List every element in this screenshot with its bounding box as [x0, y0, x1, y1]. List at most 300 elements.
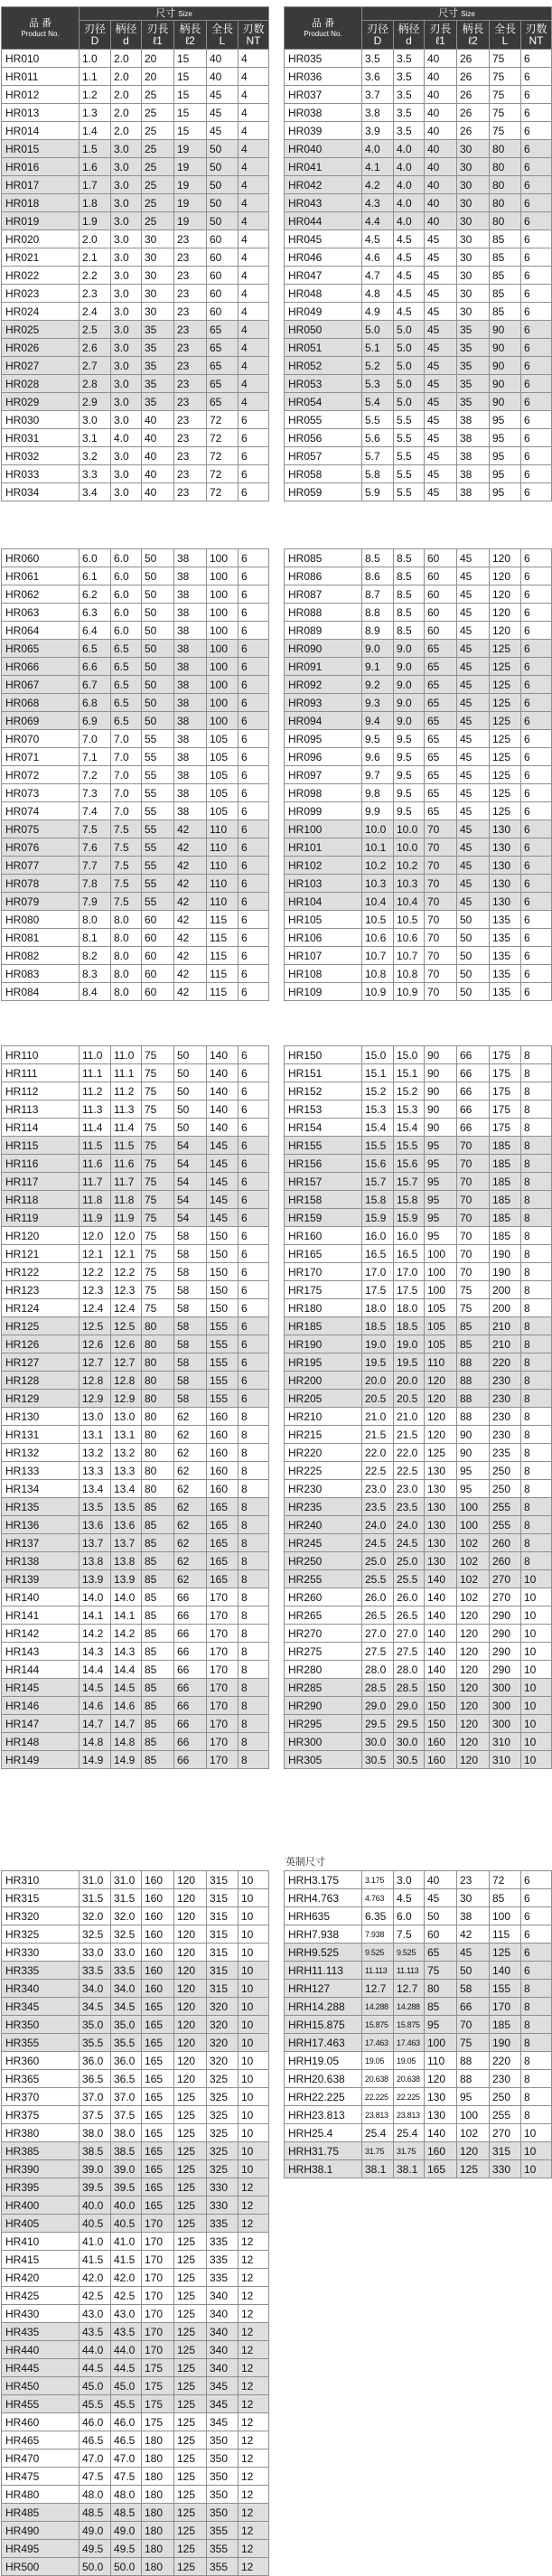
size-cell: 12.0 — [80, 1227, 111, 1245]
size-cell: 66 — [174, 1625, 207, 1643]
size-cell: 100 — [490, 1907, 521, 1925]
size-cell: 350 — [207, 2504, 239, 2522]
size-cell: 23 — [174, 357, 207, 375]
size-cell: 130 — [425, 1552, 457, 1570]
size-cell: 125 — [490, 766, 521, 784]
table-row — [285, 2070, 552, 2088]
size-cell: 38.1 — [394, 2160, 425, 2178]
size-cell: 6 — [521, 429, 552, 447]
table-row — [285, 267, 552, 285]
table-row — [285, 1317, 552, 1335]
size-cell: 55 — [142, 857, 174, 875]
table-row — [2, 1082, 269, 1101]
table-row — [2, 1281, 269, 1299]
size-cell: 10.2 — [362, 857, 394, 875]
product-no-cell: HR035 — [285, 50, 362, 68]
size-cell: 8 — [521, 1516, 552, 1534]
product-no-cell: HR190 — [285, 1335, 362, 1354]
size-cell: 38 — [174, 712, 207, 730]
size-cell: 8 — [521, 1082, 552, 1101]
product-no-cell: HR100 — [285, 820, 362, 838]
table-row — [285, 1715, 552, 1733]
size-cell: 8 — [239, 1570, 269, 1588]
size-cell: 4.5 — [394, 285, 425, 303]
size-cell: 125 — [174, 2251, 207, 2269]
size-cell: 6 — [239, 1299, 269, 1317]
size-cell: 6 — [239, 1191, 269, 1209]
table-row — [285, 1625, 552, 1643]
table-row — [2, 2323, 269, 2341]
size-cell: 9.7 — [362, 766, 394, 784]
table-row — [2, 2341, 269, 2359]
size-cell: 75 — [142, 1299, 174, 1317]
size-cell: 30 — [457, 194, 490, 212]
product-no-cell: HR079 — [2, 893, 80, 911]
size-cell: 12.8 — [80, 1372, 111, 1390]
size-cell: 38 — [174, 567, 207, 585]
size-cell: 6 — [239, 567, 269, 585]
size-cell: 23.813 — [362, 2106, 394, 2124]
size-cell: 110 — [425, 1354, 457, 1372]
size-cell: 45 — [457, 640, 490, 658]
size-cell: 8 — [521, 1317, 552, 1335]
size-cell: 45 — [425, 483, 457, 501]
size-cell: 85 — [142, 1643, 174, 1661]
product-no-cell: HR089 — [285, 622, 362, 640]
size-cell: 38 — [174, 766, 207, 784]
table-row — [2, 730, 269, 748]
size-cell: 170 — [142, 2305, 174, 2323]
table-row — [285, 1137, 552, 1155]
product-no-cell: HR255 — [285, 1570, 362, 1588]
size-cell: 125 — [174, 2468, 207, 2486]
size-cell: 72 — [207, 411, 239, 429]
size-cell: 85 — [425, 1998, 457, 2016]
size-cell: 50 — [142, 585, 174, 604]
size-cell: 18.0 — [394, 1299, 425, 1317]
col-header-3: 柄長 ℓ2 — [457, 21, 490, 50]
table-row — [285, 1516, 552, 1534]
size-cell: 70 — [457, 1191, 490, 1209]
product-no-cell: HR081 — [2, 929, 80, 947]
size-cell: 130 — [425, 1480, 457, 1498]
table-row — [285, 1082, 552, 1101]
size-cell: 35 — [457, 393, 490, 411]
size-cell: 55 — [142, 802, 174, 820]
size-cell: 35 — [457, 357, 490, 375]
size-cell: 58 — [174, 1299, 207, 1317]
size-cell: 45 — [457, 622, 490, 640]
size-cell: 30 — [457, 176, 490, 194]
size-cell: 85 — [142, 1588, 174, 1606]
table-row — [2, 1907, 269, 1925]
size-cell: 80 — [490, 140, 521, 158]
table-row — [285, 893, 552, 911]
size-cell: 8 — [521, 2088, 552, 2106]
table-row — [2, 1354, 269, 1372]
size-cell: 190 — [490, 1263, 521, 1281]
product-no-cell: HRH635 — [285, 1907, 362, 1925]
table-row — [2, 748, 269, 766]
product-no-cell: HRH14.288 — [285, 1998, 362, 2016]
product-no-cell: HR235 — [285, 1498, 362, 1516]
size-cell: 44.0 — [111, 2341, 142, 2359]
size-cell: 31.5 — [80, 1889, 111, 1907]
size-cell: 125 — [174, 2558, 207, 2576]
table-row — [2, 321, 269, 339]
size-cell: 120 — [174, 2034, 207, 2052]
product-no-cell: HR310 — [2, 1871, 80, 1889]
table-row — [285, 2088, 552, 2106]
size-cell: 8 — [521, 1354, 552, 1372]
size-cell: 25.5 — [362, 1570, 394, 1588]
table-row — [285, 357, 552, 375]
size-cell: 6 — [521, 838, 552, 857]
product-no-cell: HR055 — [285, 411, 362, 429]
size-cell: 8 — [239, 1516, 269, 1534]
size-cell: 46.5 — [80, 2431, 111, 2450]
size-cell: 45 — [457, 802, 490, 820]
size-cell: 27.0 — [394, 1625, 425, 1643]
table-row — [2, 2106, 269, 2124]
size-cell: 335 — [207, 2251, 239, 2269]
size-cell: 95 — [490, 429, 521, 447]
product-no-cell: HR050 — [285, 321, 362, 339]
product-no-cell: HR345 — [2, 1998, 80, 2016]
size-cell: 165 — [207, 1498, 239, 1516]
size-cell: 125 — [174, 2106, 207, 2124]
size-cell: 70 — [425, 965, 457, 983]
size-cell: 12 — [239, 2522, 269, 2540]
size-cell: 140 — [425, 1588, 457, 1606]
size-cell: 140 — [425, 1606, 457, 1625]
size-cell: 25.0 — [362, 1552, 394, 1570]
size-cell: 175 — [142, 2413, 174, 2431]
size-cell: 6 — [521, 875, 552, 893]
size-cell: 125 — [174, 2287, 207, 2305]
size-cell: 10 — [239, 2160, 269, 2178]
product-no-cell: HRH3.175 — [285, 1871, 362, 1889]
size-cell: 10 — [521, 1588, 552, 1606]
size-cell: 140 — [425, 1643, 457, 1661]
size-cell: 8 — [521, 1119, 552, 1137]
table-row — [285, 1064, 552, 1082]
size-cell: 23.0 — [362, 1480, 394, 1498]
table-row — [2, 285, 269, 303]
size-cell: 70 — [425, 983, 457, 1001]
size-cell: 60 — [425, 567, 457, 585]
size-cell: 6 — [521, 694, 552, 712]
size-cell: 15.1 — [362, 1064, 394, 1082]
table-row — [285, 1606, 552, 1625]
size-cell: 15.1 — [394, 1064, 425, 1082]
size-cell: 8 — [521, 2052, 552, 2070]
size-cell: 4.5 — [362, 230, 394, 248]
size-cell: 20.5 — [394, 1390, 425, 1408]
size-cell: 6 — [521, 585, 552, 604]
size-cell: 5.8 — [362, 465, 394, 483]
size-cell: 6 — [239, 694, 269, 712]
size-cell: 16.5 — [362, 1245, 394, 1263]
size-cell: 170 — [207, 1751, 239, 1769]
product-no-cell: HR107 — [285, 947, 362, 965]
product-no-cell: HR117 — [2, 1173, 80, 1191]
size-cell: 85 — [490, 303, 521, 321]
product-no-cell: HR240 — [285, 1516, 362, 1534]
size-cell: 170 — [207, 1679, 239, 1697]
size-cell: 48.0 — [111, 2486, 142, 2504]
table-row — [285, 875, 552, 893]
size-cell: 20 — [142, 50, 174, 68]
size-cell: 2.6 — [80, 339, 111, 357]
size-cell: 66 — [174, 1588, 207, 1606]
table-row — [285, 802, 552, 820]
table-row — [285, 1552, 552, 1570]
table-row — [2, 1944, 269, 1962]
product-no-cell: HR112 — [2, 1082, 80, 1101]
product-no-cell: HR280 — [285, 1661, 362, 1679]
product-no-cell: HR130 — [2, 1408, 80, 1426]
size-cell: 12 — [239, 2504, 269, 2522]
table-row — [2, 1245, 269, 1263]
size-cell: 2.0 — [80, 230, 111, 248]
size-cell: 40 — [142, 429, 174, 447]
product-no-cell: HR039 — [285, 122, 362, 140]
table-row — [285, 784, 552, 802]
size-cell: 90 — [490, 339, 521, 357]
size-cell: 120 — [174, 1944, 207, 1962]
table-row — [285, 820, 552, 838]
size-cell: 40.5 — [111, 2215, 142, 2233]
table-row — [2, 176, 269, 194]
product-no-cell: HR156 — [285, 1155, 362, 1173]
size-cell: 120 — [490, 585, 521, 604]
size-cell: 25 — [142, 212, 174, 230]
size-cell: 41.0 — [80, 2233, 111, 2251]
size-cell: 7.5 — [111, 820, 142, 838]
size-cell: 15.9 — [394, 1209, 425, 1227]
size-cell: 6 — [239, 875, 269, 893]
size-cell: 8 — [239, 1408, 269, 1426]
size-cell: 90 — [425, 1101, 457, 1119]
size-cell: 165 — [207, 1516, 239, 1534]
size-cell: 8 — [521, 1263, 552, 1281]
table-row — [285, 1661, 552, 1679]
size-cell: 20.5 — [362, 1390, 394, 1408]
size-cell: 38 — [457, 411, 490, 429]
table-row — [2, 1390, 269, 1408]
size-cell: 6 — [239, 585, 269, 604]
size-cell: 8.5 — [394, 567, 425, 585]
size-cell: 8 — [239, 1552, 269, 1570]
size-cell: 95 — [425, 1227, 457, 1245]
product-no-cell: HRH38.1 — [285, 2160, 362, 2178]
size-cell: 26.0 — [362, 1588, 394, 1606]
size-cell: 125 — [490, 712, 521, 730]
size-cell: 170 — [142, 2341, 174, 2359]
size-cell: 38 — [174, 694, 207, 712]
size-cell: 10 — [239, 1907, 269, 1925]
size-cell: 23 — [457, 1871, 490, 1889]
size-cell: 45 — [425, 303, 457, 321]
size-cell: 7.9 — [80, 893, 111, 911]
size-cell: 165 — [142, 2197, 174, 2215]
product-no-cell: HR018 — [2, 194, 80, 212]
size-cell: 15.875 — [394, 2016, 425, 2034]
size-cell: 6 — [521, 267, 552, 285]
size-cell: 8.5 — [394, 622, 425, 640]
table-row — [2, 483, 269, 501]
size-cell: 95 — [490, 447, 521, 465]
product-no-cell: HR046 — [285, 248, 362, 267]
size-cell: 8 — [521, 1227, 552, 1245]
size-cell: 4 — [239, 158, 269, 176]
size-cell: 4.7 — [362, 267, 394, 285]
size-cell: 7.0 — [80, 730, 111, 748]
size-cell: 35.5 — [80, 2034, 111, 2052]
table-row — [2, 784, 269, 802]
size-cell: 5.0 — [394, 375, 425, 393]
size-cell: 10 — [239, 2016, 269, 2034]
product-no-cell: HR149 — [2, 1751, 80, 1769]
product-no-cell: HR480 — [2, 2486, 80, 2504]
table-row — [285, 1155, 552, 1173]
size-cell: 6 — [239, 857, 269, 875]
size-cell: 40 — [425, 86, 457, 104]
size-cell: 58 — [174, 1390, 207, 1408]
size-cell: 12.7 — [394, 1980, 425, 1998]
size-cell: 38 — [174, 622, 207, 640]
size-cell: 6 — [521, 230, 552, 248]
size-cell: 18.0 — [362, 1299, 394, 1317]
size-cell: 70 — [425, 857, 457, 875]
size-cell: 6 — [521, 411, 552, 429]
size-cell: 6 — [239, 483, 269, 501]
size-cell: 6 — [239, 429, 269, 447]
size-cell: 14.6 — [80, 1697, 111, 1715]
size-cell: 66 — [457, 1082, 490, 1101]
size-cell: 100 — [207, 694, 239, 712]
size-cell: 120 — [457, 1733, 490, 1751]
size-cell: 6 — [239, 965, 269, 983]
size-cell: 165 — [142, 2124, 174, 2142]
size-cell: 23 — [174, 303, 207, 321]
size-cell: 23 — [174, 230, 207, 248]
size-cell: 320 — [207, 2016, 239, 2034]
size-cell: 10 — [239, 2124, 269, 2142]
table-row — [2, 1317, 269, 1335]
size-cell: 3.0 — [111, 303, 142, 321]
size-cell: 13.9 — [80, 1570, 111, 1588]
product-no-cell: HR110 — [2, 1046, 80, 1064]
size-cell: 120 — [174, 2052, 207, 2070]
size-cell: 80 — [142, 1408, 174, 1426]
product-no-cell: HR215 — [285, 1426, 362, 1444]
size-cell: 7.6 — [80, 838, 111, 857]
table-row — [2, 947, 269, 965]
size-cell: 23.5 — [362, 1498, 394, 1516]
size-cell: 6.5 — [80, 640, 111, 658]
size-cell: 45 — [457, 730, 490, 748]
size-cell: 60 — [207, 248, 239, 267]
table-row — [285, 1498, 552, 1516]
product-no-cell: HR075 — [2, 820, 80, 838]
size-cell: 180 — [142, 2431, 174, 2450]
size-cell: 54 — [174, 1173, 207, 1191]
size-cell: 6 — [239, 1173, 269, 1191]
size-cell: 6 — [239, 802, 269, 820]
size-cell: 180 — [142, 2450, 174, 2468]
size-cell: 5.3 — [362, 375, 394, 393]
size-cell: 8 — [521, 1046, 552, 1064]
size-cell: 7.8 — [80, 875, 111, 893]
size-cell: 8 — [521, 1281, 552, 1299]
size-cell: 85 — [457, 1335, 490, 1354]
size-cell: 125 — [490, 784, 521, 802]
size-cell: 6 — [521, 303, 552, 321]
size-cell: 50 — [207, 194, 239, 212]
table-row — [285, 248, 552, 267]
size-cell: 43.5 — [111, 2323, 142, 2341]
size-cell: 26 — [457, 86, 490, 104]
product-no-cell: HR250 — [285, 1552, 362, 1570]
table-row — [285, 1444, 552, 1462]
size-cell: 42 — [174, 820, 207, 838]
size-cell: 58 — [174, 1227, 207, 1245]
size-cell: 46.0 — [111, 2413, 142, 2431]
size-cell: 9.8 — [362, 784, 394, 802]
size-cell: 120 — [174, 1907, 207, 1925]
size-cell: 55 — [142, 838, 174, 857]
size-cell: 8.2 — [80, 947, 111, 965]
size-cell: 14.9 — [80, 1751, 111, 1769]
size-cell: 325 — [207, 2070, 239, 2088]
product-no-cell: HR080 — [2, 911, 80, 929]
size-cell: 88 — [457, 1390, 490, 1408]
product-no-cell: HR405 — [2, 2215, 80, 2233]
size-cell: 30 — [457, 248, 490, 267]
size-cell: 37.0 — [80, 2088, 111, 2106]
size-cell: 270 — [490, 2124, 521, 2142]
size-cell: 5.5 — [394, 465, 425, 483]
size-cell: 120 — [425, 1390, 457, 1408]
table-row — [2, 2251, 269, 2269]
size-cell: 12.1 — [111, 1245, 142, 1263]
product-no-cell: HR325 — [2, 1925, 80, 1944]
size-cell: 6 — [239, 1354, 269, 1372]
product-no-cell: HR420 — [2, 2269, 80, 2287]
size-cell: 6 — [239, 1064, 269, 1082]
product-no-cell: HR305 — [285, 1751, 362, 1769]
table-row — [285, 411, 552, 429]
size-cell: 3.6 — [362, 68, 394, 86]
size-cell: 15.6 — [362, 1155, 394, 1173]
product-no-cell: HRH17.463 — [285, 2034, 362, 2052]
size-cell: 12 — [239, 2215, 269, 2233]
size-cell: 35 — [142, 375, 174, 393]
size-cell: 10.4 — [362, 893, 394, 911]
size-cell: 38.0 — [111, 2124, 142, 2142]
table-row — [2, 1480, 269, 1498]
size-cell: 40.0 — [111, 2197, 142, 2215]
size-cell: 90 — [425, 1064, 457, 1082]
size-cell: 13.7 — [111, 1534, 142, 1552]
size-cell: 190 — [490, 2034, 521, 2052]
size-cell: 9.3 — [362, 694, 394, 712]
size-cell: 45 — [425, 267, 457, 285]
product-no-cell: HR034 — [2, 483, 80, 501]
size-cell: 30 — [457, 303, 490, 321]
